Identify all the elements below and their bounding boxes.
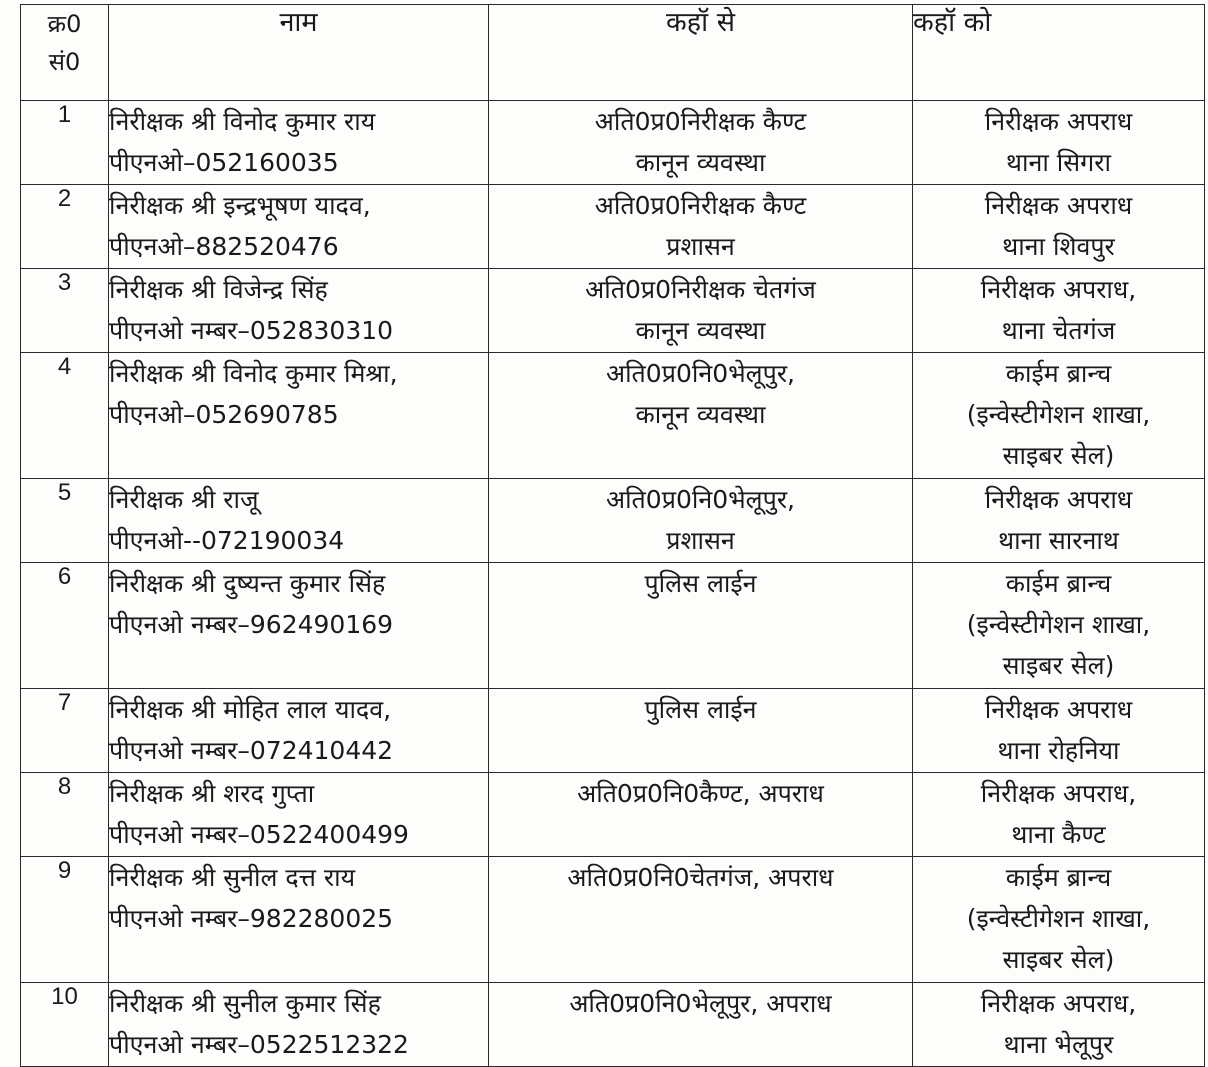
table-row <box>21 101 1205 185</box>
from-location-line: अति0प्र0नि0भेलूपुर, अपराध <box>569 989 832 1018</box>
name-line: निरीक्षक श्री विनोद कुमार मिश्रा, <box>109 359 398 388</box>
to-location-line: काईम ब्रान्च <box>1005 359 1112 388</box>
from-location-line: अति0प्र0निरीक्षक कैण्ट <box>594 191 807 220</box>
name-line: पीएनओ–052690785 <box>109 400 339 429</box>
from-location-line: अति0प्र0नि0भेलूपुर, <box>605 359 795 388</box>
transfer-table <box>20 4 1205 1067</box>
name-line: पीएनओ नम्बर–982280025 <box>109 904 394 933</box>
name-line: पीएनओ–882520476 <box>109 232 339 261</box>
to-location-cell <box>913 353 1205 479</box>
name-line: निरीक्षक श्री इन्द्रभूषण यादव, <box>109 191 371 220</box>
table-row <box>21 983 1205 1067</box>
name-cell <box>109 983 489 1067</box>
to-location-line: काईम ब्रान्च <box>1005 863 1112 892</box>
name-line: निरीक्षक श्री राजू <box>109 485 259 514</box>
header-name: नाम <box>109 5 489 101</box>
name-line: निरीक्षक श्री विजेन्द्र सिंह <box>109 275 328 304</box>
name-cell <box>109 857 489 983</box>
name-line: निरीक्षक श्री दुष्यन्त कुमार सिंह <box>109 569 386 598</box>
to-location-cell <box>913 101 1205 185</box>
header-serial-line1: क्र0 <box>47 10 82 38</box>
from-location-line: अति0प्र0नि0भेलूपुर, <box>605 485 795 514</box>
from-location-cell <box>489 983 913 1067</box>
table-row <box>21 185 1205 269</box>
name-cell <box>109 773 489 857</box>
from-location-line: प्रशासन <box>666 526 735 555</box>
to-location-cell <box>913 689 1205 773</box>
header-from: कहॉ से <box>489 5 913 101</box>
from-location-cell <box>489 689 913 773</box>
to-location-cell <box>913 479 1205 563</box>
from-location-line: कानून व्यवस्था <box>635 148 766 177</box>
from-location-line: अति0प्र0नि0कैण्ट, अपराध <box>577 779 824 808</box>
to-location-line: निरीक्षक अपराध, <box>980 989 1137 1018</box>
to-location-line: निरीक्षक अपराध, <box>980 779 1137 808</box>
to-location-line: (इन्वेस्टीगेशन शाखा, <box>966 610 1151 639</box>
name-line: निरीक्षक श्री विनोद कुमार राय <box>109 107 376 136</box>
name-line: पीएनओ नम्बर–072410442 <box>109 736 394 765</box>
to-location-line: (इन्वेस्टीगेशन शाखा, <box>966 400 1151 429</box>
from-location-line: अति0प्र0नि0चेतगंज, अपराध <box>567 863 834 892</box>
serial-number-cell: 1 <box>21 101 109 185</box>
to-location-line: निरीक्षक अपराध <box>984 695 1133 724</box>
to-location-line: साइबर सेल) <box>1002 945 1115 974</box>
serial-number-cell: 2 <box>21 185 109 269</box>
to-location-line: थाना चेतगंज <box>1001 316 1116 345</box>
name-cell <box>109 185 489 269</box>
from-location-cell <box>489 185 913 269</box>
header-row <box>21 5 1205 101</box>
from-location-cell <box>489 857 913 983</box>
name-line: पीएनओ--072190034 <box>109 526 345 555</box>
to-location-cell <box>913 269 1205 353</box>
header-to: कहॉ को <box>913 5 1205 101</box>
from-location-line: अति0प्र0निरीक्षक चेतगंज <box>585 275 816 304</box>
serial-number-cell: 10 <box>21 983 109 1067</box>
from-location-cell <box>489 773 913 857</box>
from-location-line: पुलिस लाईन <box>644 569 757 598</box>
serial-number-cell: 6 <box>21 563 109 689</box>
serial-number-cell: 4 <box>21 353 109 479</box>
header-serial-number <box>21 5 109 101</box>
to-location-line: काईम ब्रान्च <box>1005 569 1112 598</box>
serial-number-cell: 7 <box>21 689 109 773</box>
name-line: पीएनओ नम्बर–0522400499 <box>109 820 409 849</box>
to-location-cell <box>913 563 1205 689</box>
table-row <box>21 857 1205 983</box>
to-location-line: (इन्वेस्टीगेशन शाखा, <box>966 904 1151 933</box>
from-location-cell <box>489 101 913 185</box>
to-location-cell <box>913 773 1205 857</box>
serial-number-cell: 3 <box>21 269 109 353</box>
to-location-cell <box>913 857 1205 983</box>
name-cell <box>109 101 489 185</box>
name-line: निरीक्षक श्री सुनील दत्त राय <box>109 863 356 892</box>
name-line: पीएनओ नम्बर–0522512322 <box>109 1030 409 1059</box>
to-location-line: थाना रोहनिया <box>997 736 1120 765</box>
to-location-line: साइबर सेल) <box>1002 651 1115 680</box>
serial-number-cell: 5 <box>21 479 109 563</box>
to-location-line: निरीक्षक अपराध <box>984 485 1133 514</box>
name-line: निरीक्षक श्री सुनील कुमार सिंह <box>109 989 381 1018</box>
serial-number-cell: 9 <box>21 857 109 983</box>
from-location-line: प्रशासन <box>666 232 735 261</box>
table-row <box>21 353 1205 479</box>
to-location-line: थाना सिगरा <box>1006 148 1111 177</box>
from-location-line: कानून व्यवस्था <box>635 316 766 345</box>
to-location-line: थाना कैण्ट <box>1011 820 1106 849</box>
name-cell <box>109 353 489 479</box>
table-row <box>21 269 1205 353</box>
name-cell <box>109 269 489 353</box>
to-location-line: थाना भेलूपुर <box>1003 1030 1114 1059</box>
table-row <box>21 563 1205 689</box>
from-location-cell <box>489 269 913 353</box>
from-location-line: पुलिस लाईन <box>644 695 757 724</box>
to-location-line: निरीक्षक अपराध, <box>980 275 1137 304</box>
to-location-line: थाना शिवपुर <box>1002 232 1115 261</box>
from-location-line: अति0प्र0निरीक्षक कैण्ट <box>594 107 807 136</box>
from-location-cell <box>489 563 913 689</box>
to-location-line: निरीक्षक अपराध <box>984 191 1133 220</box>
from-location-line: कानून व्यवस्था <box>635 400 766 429</box>
header-serial-line2: सं0 <box>48 48 81 76</box>
table-row <box>21 773 1205 857</box>
table-row <box>21 479 1205 563</box>
name-cell <box>109 479 489 563</box>
serial-number-cell: 8 <box>21 773 109 857</box>
to-location-line: थाना सारनाथ <box>998 526 1119 555</box>
name-line: निरीक्षक श्री शरद गुप्ता <box>109 779 315 808</box>
to-location-cell <box>913 185 1205 269</box>
to-location-line: निरीक्षक अपराध <box>984 107 1133 136</box>
name-line: पीएनओ नम्बर–052830310 <box>109 316 394 345</box>
name-cell <box>109 689 489 773</box>
from-location-cell <box>489 353 913 479</box>
table-row <box>21 689 1205 773</box>
name-line: पीएनओ–052160035 <box>109 148 339 177</box>
to-location-line: साइबर सेल) <box>1002 441 1115 470</box>
name-cell <box>109 563 489 689</box>
to-location-cell <box>913 983 1205 1067</box>
from-location-cell <box>489 479 913 563</box>
name-line: पीएनओ नम्बर–962490169 <box>109 610 394 639</box>
name-line: निरीक्षक श्री मोहित लाल यादव, <box>109 695 392 724</box>
